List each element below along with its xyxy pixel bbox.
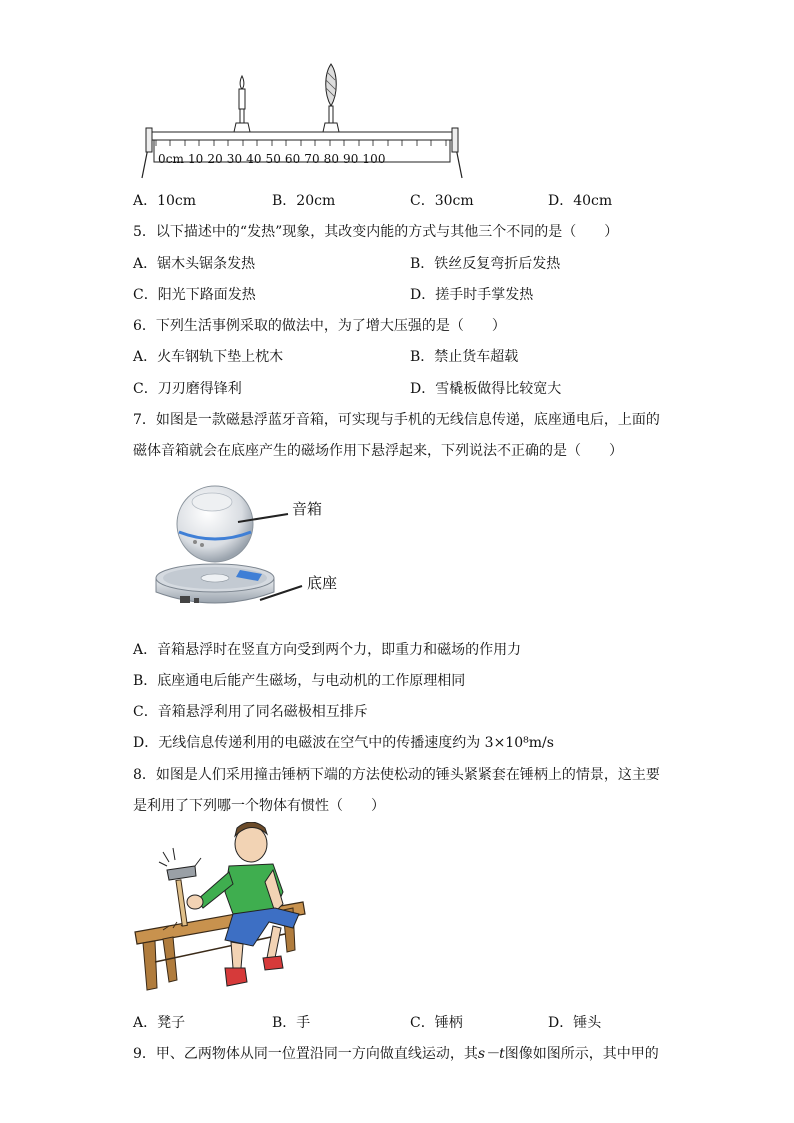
q7-option-c: C．音箱悬浮利用了同名磁极相互排斥 — [133, 704, 368, 720]
q5-option-d: D．搓手时手掌发热 — [410, 287, 534, 303]
q6-option-b: B．禁止货车超载 — [410, 349, 519, 365]
q4-option-a: A．10cm — [133, 193, 197, 209]
q5-option-b: B．铁丝反复弯折后发热 — [410, 256, 561, 272]
speaker-base-icon — [156, 564, 274, 603]
q7-stem-line1: 7．如图是一款磁悬浮蓝牙音箱，可实现与手机的无线信息传递，底座通电后，上面的 — [133, 412, 660, 428]
hammer-icon — [159, 848, 201, 926]
q6-stem: 6．下列生活事例采取的做法中，为了增大压强的是（ ） — [133, 318, 506, 334]
hammer-bench-figure — [133, 822, 308, 994]
speaker-label: 音箱 — [292, 500, 323, 518]
q7-stem-line2: 磁体音箱就会在底座产生的磁场作用下悬浮起来，下列说法不正确的是（ ） — [133, 443, 623, 459]
q5-option-a: A．锯木头锯条发热 — [133, 256, 256, 272]
q4-option-b: B．20cm — [272, 193, 336, 209]
q8-stem-line1: 8．如图是人们采用撞击锤柄下端的方法使松动的锤头紧紧套在锤柄上的情景，这主要 — [133, 767, 660, 783]
person-icon — [187, 822, 299, 986]
q9-stem — [133, 1045, 659, 1063]
q7-option-a: A．音箱悬浮时在竖直方向受到两个力，即重力和磁场的作用力 — [133, 642, 522, 658]
q7-option-b: B．底座通电后能产生磁场，与电动机的工作原理相同 — [133, 673, 466, 689]
q8-option-a: A．凳子 — [133, 1015, 186, 1031]
q8-option-b: B．手 — [272, 1015, 311, 1031]
q8-stem-line2: 是利用了下列哪一个物体有惯性（ ） — [133, 798, 385, 814]
q9-stem-prefix: 9．甲、乙两物体从同一位置沿同一方向做直线运动，其 — [133, 1046, 478, 1062]
q9-stem-suffix: 图像如图所示，其中甲的 — [504, 1046, 659, 1062]
base-label: 底座 — [307, 574, 338, 592]
convex-lens-icon — [323, 64, 339, 132]
q5-option-c: C．阳光下路面发热 — [133, 287, 256, 303]
q4-option-d: D．40cm — [548, 193, 613, 209]
ruler-scale-label: 0cm 10 20 30 40 50 60 70 80 90 100 — [158, 152, 386, 166]
q4-option-c: C．30cm — [410, 193, 474, 209]
q6-option-c: C．刀刃磨得锋利 — [133, 381, 242, 397]
q7-option-d: D．无线信息传递利用的电磁波在空气中的传播速度约为 3×10⁸m/s — [133, 735, 554, 751]
speaker-sphere-icon — [177, 486, 253, 562]
q6-option-a: A．火车钢轨下垫上枕木 — [133, 349, 284, 365]
q9-stem-math: s－t — [477, 1046, 505, 1062]
candle-icon — [234, 76, 250, 132]
q6-option-d: D．雪橇板做得比较宽大 — [410, 381, 562, 397]
q8-option-c: C．锤柄 — [410, 1015, 463, 1031]
q8-option-d: D．锤头 — [548, 1015, 602, 1031]
q5-stem: 5．以下描述中的“发热”现象，其改变内能的方式与其他三个不同的是（ ） — [133, 224, 619, 240]
